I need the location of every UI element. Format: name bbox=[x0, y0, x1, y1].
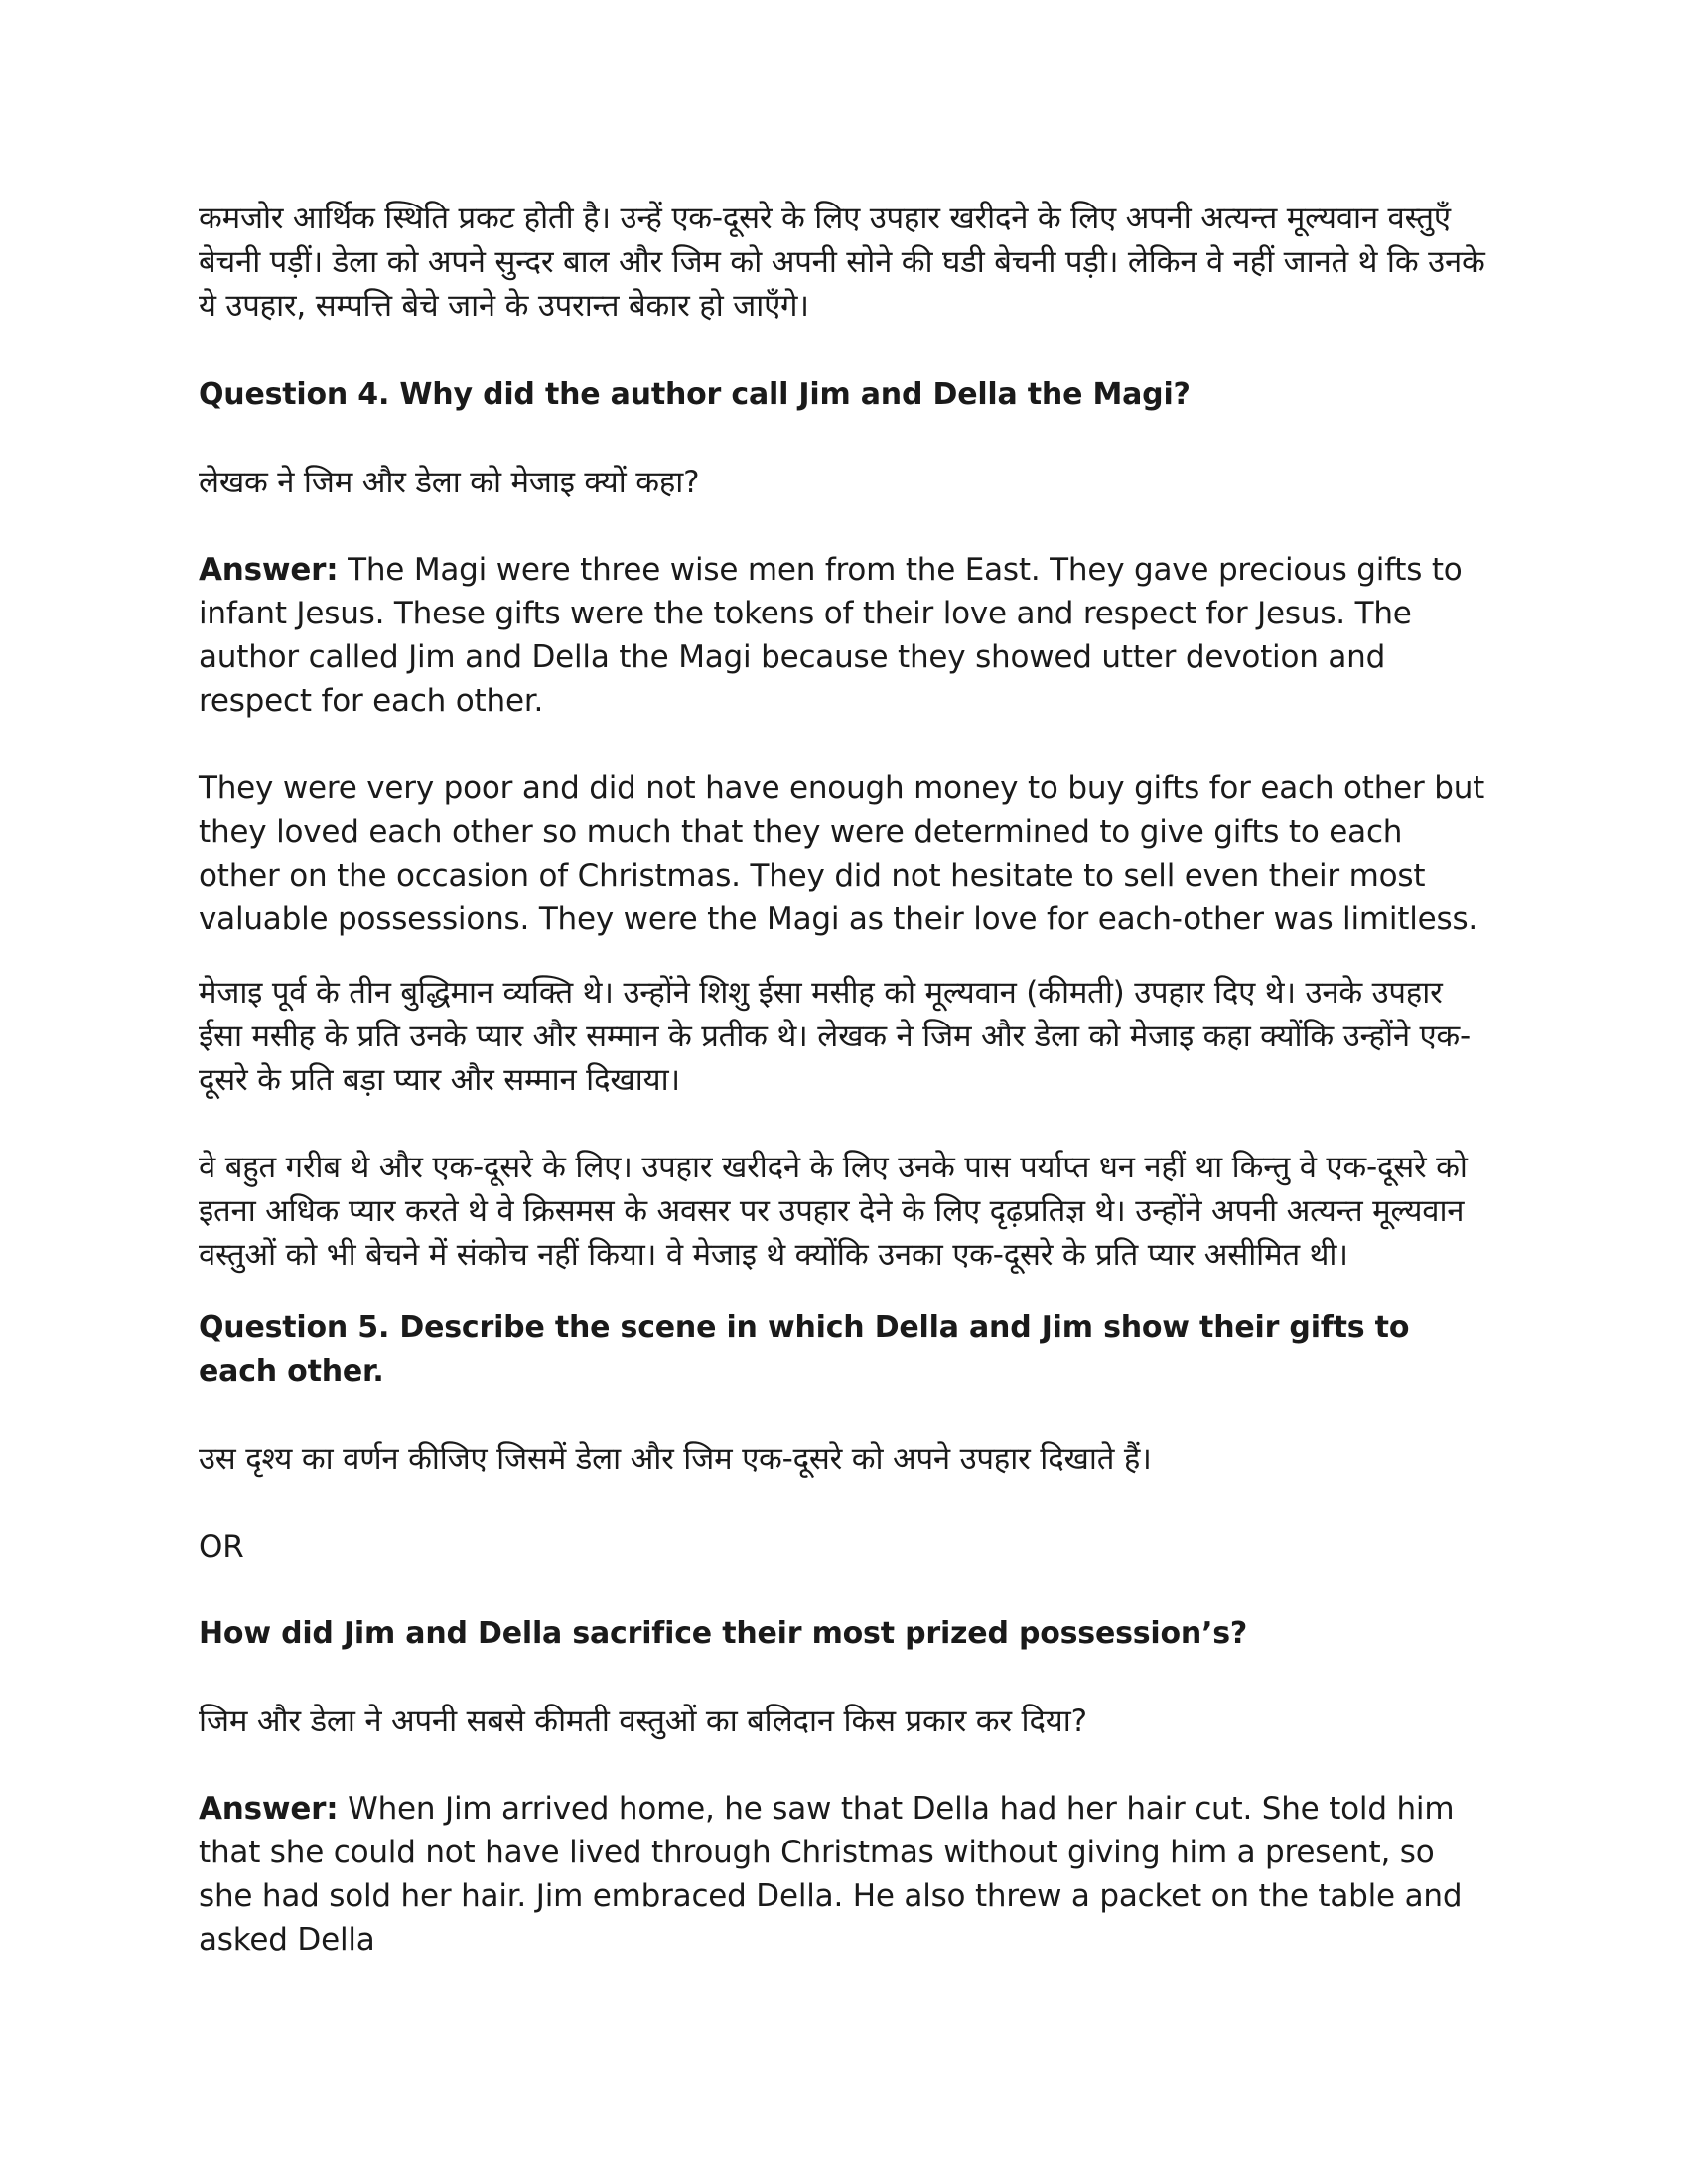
document-content bbox=[199, 197, 1489, 1962]
or-separator: OR bbox=[199, 1529, 244, 1565]
question-4-heading: Question 4. Why did the author call Jim and Della the Magi? bbox=[199, 377, 1191, 412]
question-4-hindi-answer-2: वे बहुत गरीब थे और एक-दूसरे के लिए। उपहार खरीदने के लिए उनके पास पर्याप्त धन नहीं था किन्तु वे एक-दूसरे को इतना अधिक प्यार करते थे वे क्रिसमस के अवसर पर उपहार देने के लिए दृढ़प्रतिज्ञ थे। उन्होंने अपनी अत्यन्त मूल्यवान वस्तुओं को भी बेचने में संकोच नहीं किया। वे मेजाइ थे क्योंकि उनका एक-दूसरे के प्रति प्यार असीमित थी। bbox=[199, 1150, 1468, 1273]
question-4-hindi: लेखक ने जिम और डेला को मेजाइ क्यों कहा? bbox=[199, 465, 700, 500]
question-5-hindi: उस दृश्य का वर्णन कीजिए जिसमें डेला और जिम एक-दूसरे को अपने उपहार दिखाते हैं। bbox=[199, 1441, 1152, 1477]
question-5-heading: Question 5. Describe the scene in which Della and Jim show their gifts to each other. bbox=[199, 1310, 1410, 1389]
answer-label: Answer: bbox=[199, 552, 339, 588]
question-5-answer-paragraph bbox=[199, 1787, 1489, 1962]
question-5-alt-heading: How did Jim and Della sacrifice their most prized possession’s? bbox=[199, 1616, 1248, 1651]
answer-label: Answer: bbox=[199, 1791, 339, 1827]
paragraph-hindi-continued: कमजोर आर्थिक स्थिति प्रकट होती है। उन्हें एक-दूसरे के लिए उपहार खरीदने के लिए अपनी अत्यन्त मूल्यवान वस्तुएँ बेचनी पड़ीं। डेला को अपने सुन्दर बाल और जिम को अपनी सोने की घडी बेचनी पड़ी। लेकिन वे नहीं जानते थे कि उनके ये उपहार, सम्पत्ति बेचे जाने के उपरान्त बेकार हो जाएँगे। bbox=[199, 201, 1485, 324]
question-4-answer-paragraph-2: They were very poor and did not have enough money to buy gifts for each other but they loved each other so much that they were determined to give gifts to each other on the occasion of Christmas. They did not hesitate to sell even their most valuable possessions. They were the Magi as their love for each-other was limitless. bbox=[199, 770, 1485, 937]
answer-text: When Jim arrived home, he saw that Della had her hair cut. She told him that she could not have lived through Christmas without giving him a present, so she had sold her hair. Jim embraced Della. He also threw a packet on the table and asked Della bbox=[199, 1791, 1463, 1958]
answer-text: The Magi were three wise men from the East. They gave precious gifts to infant Jesus. These gifts were the tokens of their love and respect for Jesus. The author called Jim and Della the Magi because they showed utter devotion and respect for each other. bbox=[199, 552, 1463, 719]
question-5-alt-hindi: जिम और डेला ने अपनी सबसे कीमती वस्तुओं का बलिदान किस प्रकार कर दिया? bbox=[199, 1704, 1087, 1739]
question-4-answer-paragraph bbox=[199, 548, 1489, 723]
question-4-hindi-answer-1: मेजाइ पूर्व के तीन बुद्धिमान व्यक्ति थे। उन्होंने शिशु ईसा मसीह को मूल्यवान (कीमती) उपहार दिए थे। उनके उपहार ईसा मसीह के प्रति उनके प्यार और सम्मान के प्रतीक थे। लेखक ने जिम और डेला को मेजाइ कहा क्योंकि उन्होंने एक-दूसरे के प्रति बड़ा प्यार और सम्मान दिखाया। bbox=[199, 975, 1472, 1098]
